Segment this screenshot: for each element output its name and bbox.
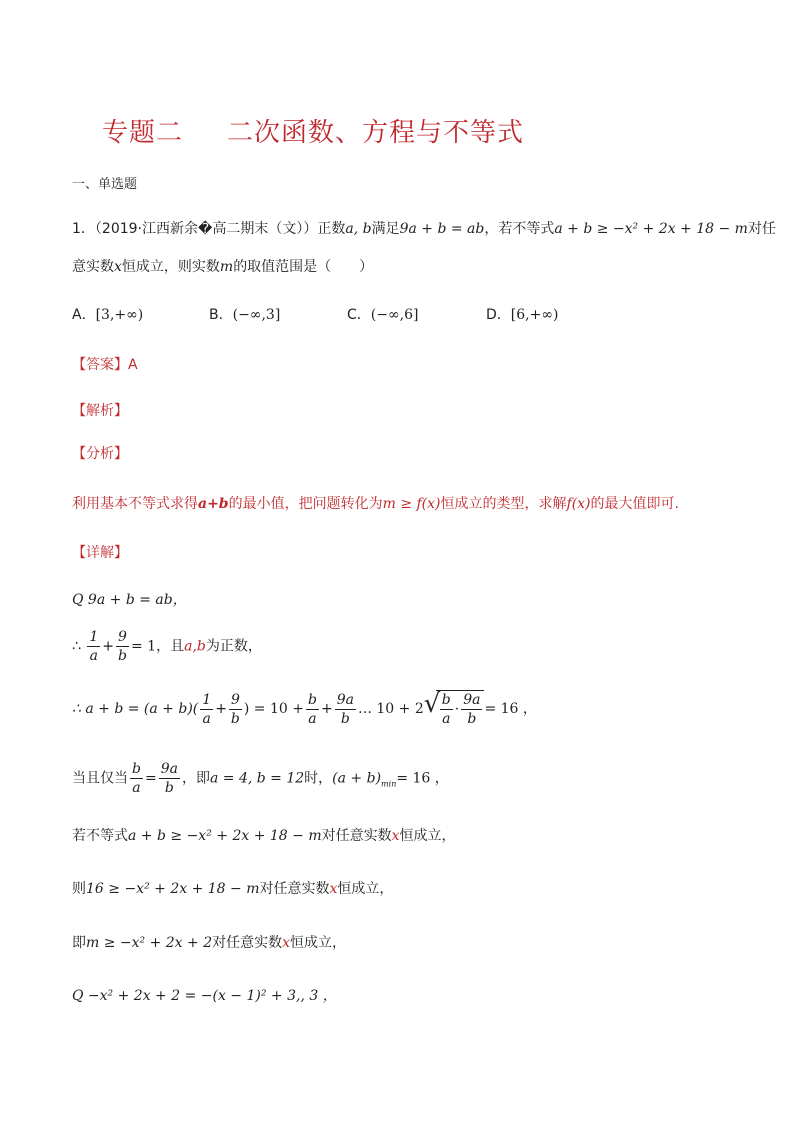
fenxi-tag: 【分析】 — [72, 446, 128, 462]
answer-value: A — [128, 357, 138, 373]
question-line-1: 1．（2019·江西新余�高二期末（文））正数a, b满足9a + b = ab，若不等式a + b ≥ −x² + 2x + 18 − m对任 — [72, 221, 776, 237]
step-4: 当且仅当 $\frac{b}{a}$ = $\frac{9a}{b}$ ，即a = 4, b = 12时，$(a + b)_{min}= 16$ ， — [72, 761, 449, 796]
fenxi-text: 利用基本不等式求得a+b的最小值，把问题转化为m ≥ f(x)恒成立的类型，求解f(x)的最大值即可. — [72, 496, 679, 512]
page-title — [102, 112, 524, 149]
title-subject: 二次函数、方程与不等式 — [227, 118, 525, 148]
step-2: ∴ $\frac{1}{a}$ + $\frac{9}{b}$ = 1，且a,b为正数， — [72, 629, 262, 664]
answer-tag: 【答案】 — [72, 357, 128, 373]
option-d: D．[6,+∞) — [486, 307, 559, 323]
step-8: Q −x² + 2x + 2 = −(x − 1)² + 3,, 3 ， — [72, 988, 337, 1004]
step-7: 即m ≥ −x² + 2x + 2对任意实数x恒成立， — [72, 935, 347, 951]
detail-tag: 【详解】 — [72, 545, 128, 561]
option-c: C．(−∞,6] — [347, 307, 419, 323]
option-a: A．[3,+∞) — [72, 307, 144, 323]
step-5: 若不等式a + b ≥ −x² + 2x + 18 − m对任意实数x恒成立， — [72, 828, 456, 844]
title-topic: 专题二 — [102, 118, 184, 148]
sqrt-expression: √ $\frac{b}{a}$ · $\frac{9a}{b}$ — [426, 690, 485, 728]
analysis-tag: 【解析】 — [72, 403, 128, 419]
step-6: 则16 ≥ −x² + 2x + 18 − m对任意实数x恒成立， — [72, 881, 394, 897]
question-line-2: 意实数x恒成立，则实数m的取值范围是（ ） — [72, 259, 374, 275]
step-1: Q 9a + b = ab， — [72, 592, 187, 608]
answer-line — [72, 355, 138, 375]
fraction-9-over-b: $\frac{9}{b}$ — [118, 629, 127, 664]
step-3: ∴ a + b = (a + b)( $\frac{1}{a}$ + $\frac{9}{b}$ ) = 10 + $\frac{b}{a}$ + $\frac{9a}{b}$ … 10 + 2 √ $\frac{b}{a}$ · $\frac{9a}{b}$ = 16 ， — [72, 690, 537, 734]
fraction-1-over-a: $\frac{1}{a}$ — [89, 629, 99, 664]
section-heading: 一、单选题 — [72, 177, 138, 192]
option-b: B．(−∞,3] — [209, 307, 281, 323]
